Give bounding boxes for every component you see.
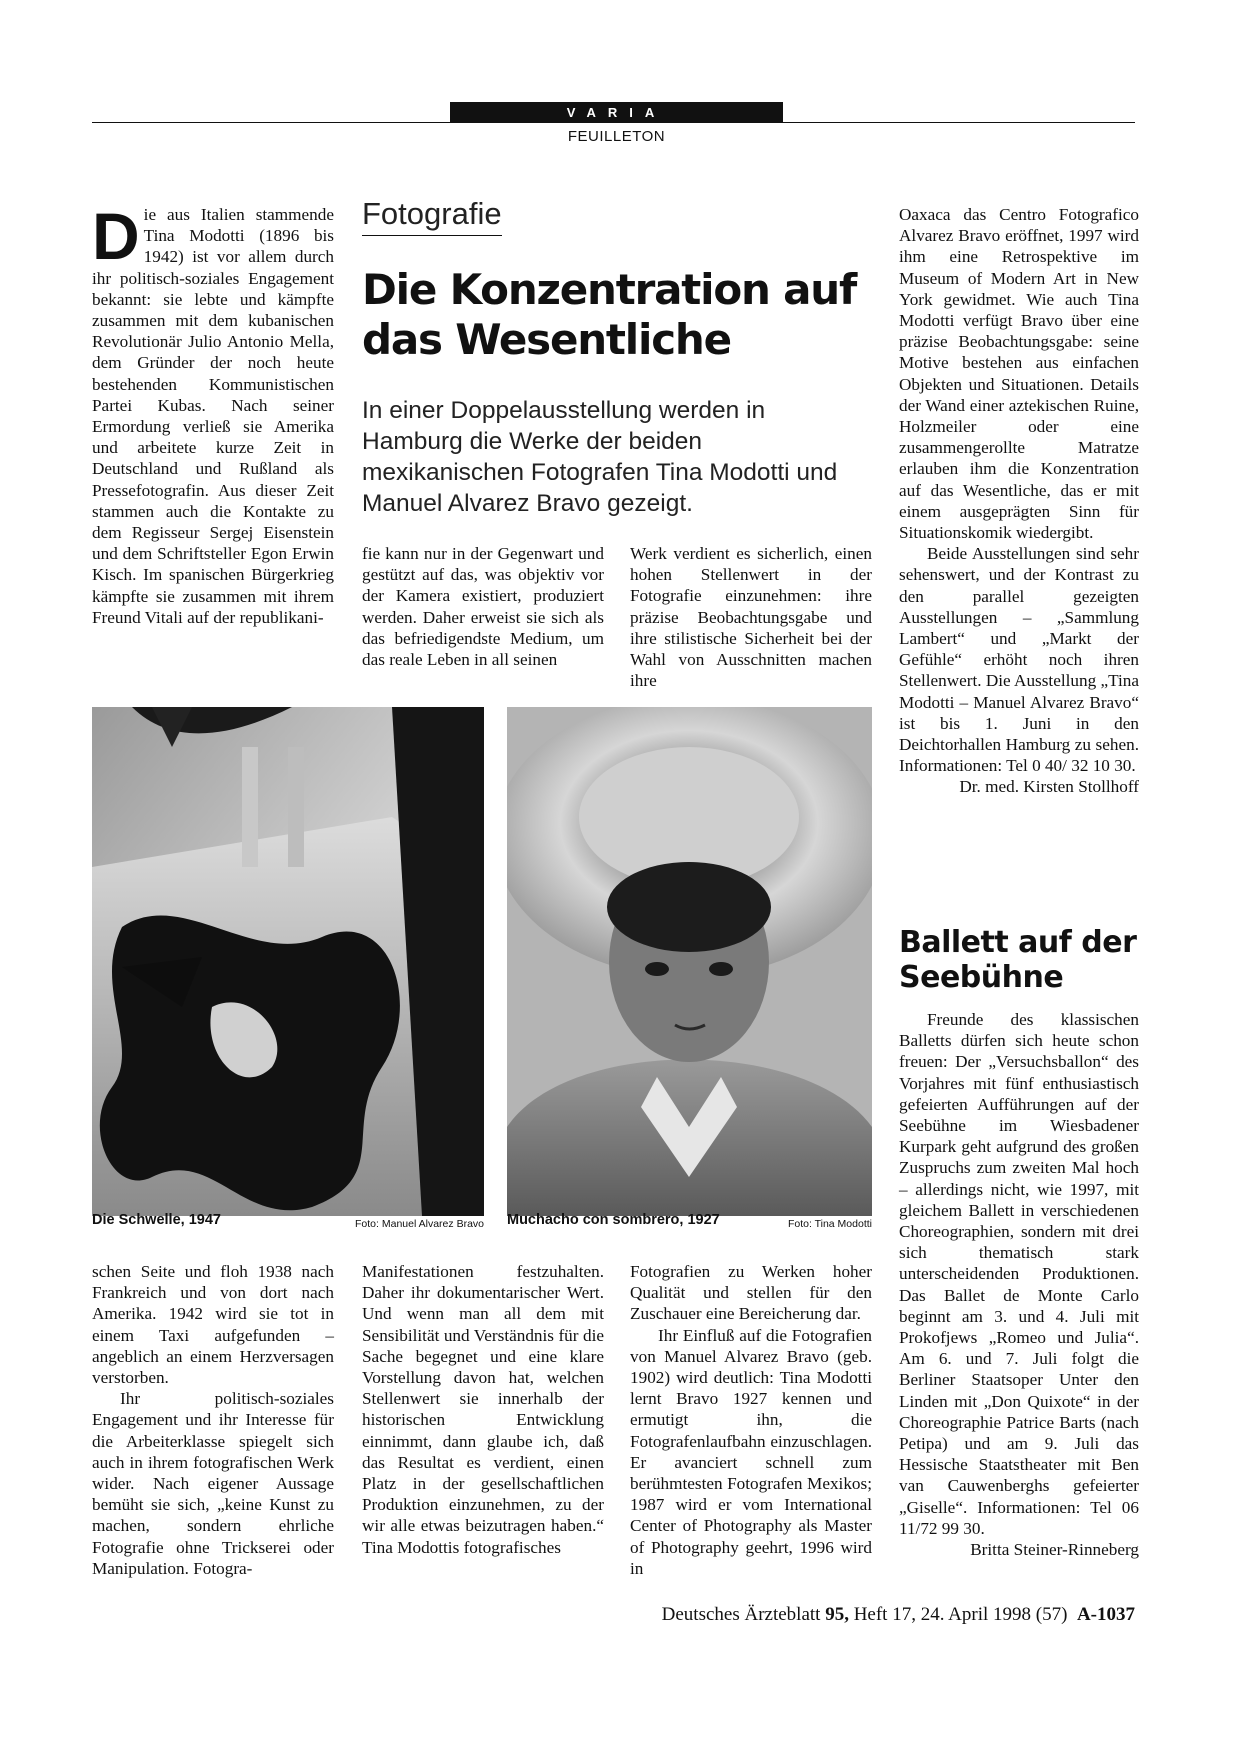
photo-caption: Muchacho con sombrero, 1927 xyxy=(507,1212,720,1228)
column-2-top xyxy=(362,543,604,670)
sidebar-column xyxy=(899,1009,1139,1560)
body-text: Ihr Einfluß auf die Fotografien von Manuel Alvarez Bravo (geb. 1902) wird deutlich: Tina Modotti lernt Bravo 1927 kennen und ermutigt ihn, die Fotografenlaufbahn einzuschlagen. Er avanciert schnell zum berühmtesten Fotografen Mexikos; 1987 wird er vom International Center of Photography als Master of Photography geehrt, 1996 wird in xyxy=(630,1325,872,1578)
column-3-top xyxy=(630,543,872,691)
drop-cap: D xyxy=(92,199,140,273)
body-text: Fotografien zu Werken hoher Qualität und stellen für den Zuschauer eine Bereicherung dar. xyxy=(630,1262,872,1324)
section-label: VARIA xyxy=(450,102,783,123)
photo-threshold-image xyxy=(92,707,484,1216)
sidebar-headline: Ballett auf der Seebühne xyxy=(899,925,1137,995)
photo-credit: Foto: Tina Modotti xyxy=(787,1218,872,1230)
body-text: Manifestationen festzuhalten. Daher ihr dokumentarischer Wert. Und wenn man all dem mit Sensibilität und Verständnis für die Sache begegnet und eine klare Vorstellung davon hat, welchen Stellenwert sie innerhalb der historischen Entwicklung einnimmt, dann glaube ich, daß das Resultat es verdient, einen Platz in der gesellschaftlichen Produktion einzunehmen, zu der wir alle etwas beizutragen haben.“ Tina Modottis fotografisches xyxy=(362,1262,604,1557)
column-1-top xyxy=(92,199,334,628)
body-text: Beide Ausstellungen sind sehr sehenswert, und der Kontrast zu den parallel gezeigten Ausstellungen – „Sammlung Lambert“ und „Markt der Gefühle“ erhöht noch ihren Stellenwert. Die Ausstellung „Tina Modotti – Manuel Alvarez Bravo“ ist bis 1. Juni in den Deichtorhallen Hamburg zu sehen. Informationen: Tel 0 40/ 32 10 30. xyxy=(899,544,1139,776)
article-headline: Die Konzentration auf das Wesentliche xyxy=(362,265,857,364)
body-text: fie kann nur in der Gegenwart und gestützt auf das, was objektiv vor der Kamera existiert, produziert werden. Daher erweist sie sich als das befriedigendste Medium, um das reale Leben in all seinen xyxy=(362,544,604,670)
body-text: Werk verdient es sicherlich, einen hohen Stellenwert in der Fotografie einzunehmen: ihre präzise Beobachtungsgabe und ihre stilistische Sicherheit bei der Wahl von Ausschnitten machen ihre xyxy=(630,544,872,691)
column-1-bottom xyxy=(92,1261,334,1579)
body-text: Ihr politisch-soziales Engagement und ihr Interesse für die Arbeiterklasse spiegelt sich auch in ihrem fotografischen Werk wider. Nach eigener Aussage bemüht sie sich, „keine Kunst zu machen, sondern ehrliche Fotografie ohne Trickserei oder Manipulation. Fotogra- xyxy=(92,1389,334,1578)
page-footer xyxy=(662,1604,1135,1626)
journal-issue: Heft 17, 24. April 1998 (57) xyxy=(853,1604,1068,1625)
body-text: ie aus Italien stammende Tina Modotti (1896 bis 1942) ist vor allem durch ihr politisch-soziales Engagement bekannt: sie lebte und kämpfte zusammen mit dem kubanischen Revolutionär Julio Antonio Mella, dem Gründer der noch heute bestehenden Kommunistischen Partei Kubas. Nach seiner Ermordung verließ sie Amerika und arbeitete kurze Zeit in Deutschland und Rußland als Pressefotografin. Aus dieser Zeit stammen auch die Kontakte zu dem Regisseur Sergej Eisenstein und dem Schriftsteller Egon Erwin Kisch. Im spanischen Bürgerkrieg kämpfte sie zusammen mit ihrem Freund Vitali auf der republikani- xyxy=(92,205,334,627)
photo-boy-image xyxy=(507,707,872,1216)
body-text: Oaxaca das Centro Fotografico Alvarez Bravo eröffnet, 1997 wird ihm eine Retrospektive im Museum of Modern Art in New York gewidmet. Wie auch Tina Modotti verfügt Bravo über eine präzise Beobachtungsgabe: seine Motive bestehen aus einfachen Objekten und Situationen. Details der Wand einer aztekischen Ruine, Holzmeiler oder eine zusammengerollte Matratze erlauben ihm die Konzentration auf das Wesentliche, das er mit einem ausgeprägten Sinn für Situationskomik wiedergibt. xyxy=(899,205,1139,543)
photo-caption: Die Schwelle, 1947 xyxy=(92,1212,221,1228)
photo-die-schwelle xyxy=(92,707,484,1216)
journal-volume: 95, xyxy=(825,1604,849,1625)
body-text: schen Seite und floh 1938 nach Frankreich und von dort nach Amerika. 1942 wird sie tot in einem Taxi aufgefunden – angeblich an einem Herzversagen verstorben. xyxy=(92,1262,334,1388)
body-text: Freunde des klassischen Balletts dürfen sich heute schon freuen: Der „Versuchsballon“ des Vorjahres mit fünf enthusiastisch gefeierten Aufführungen auf der Seebühne im Wiesbadener Kurpark geht aufgrund des großen Zuspruchs zum zweiten Mal hoch – allerdings nicht, wie 1997, mit gleichem Ballett in verschiedenen Choreographien, sondern mit drei sich thematisch stark unterscheidenden Produktionen. Das Ballet de Monte Carlo beginnt am 3. und 4. Juli mit Prokofjews „Romeo und Julia“. Am 6. und 7. Juli folgt die Berliner Staatsoper Unter den Linden mit „Don Quixote“ in der Choreographie Patrice Barts (nach Petipa) und am 9. Juli das Hessische Staatstheater mit Ben van Cauwenberghs gefeierter „Giselle“. Informationen: Tel 06 11/72 99 30. xyxy=(899,1010,1139,1538)
sidebar-author: Britta Steiner-Rinneberg xyxy=(970,1540,1139,1560)
photo-credit: Foto: Manuel Alvarez Bravo xyxy=(355,1218,484,1230)
article-lead: In einer Doppelausstellung werden in Hamburg die Werke der beiden mexikanischen Fotografen Tina Modotti und Manuel Alvarez Bravo gezeigt. xyxy=(362,397,838,517)
article-kicker: Fotografie xyxy=(362,196,502,236)
column-4 xyxy=(899,204,1139,798)
subsection-label: FEUILLETON xyxy=(567,128,666,145)
column-3-bottom xyxy=(630,1261,872,1579)
page-number: A-1037 xyxy=(1076,1604,1135,1625)
journal-name: Deutsches Ärzteblatt xyxy=(661,1604,821,1625)
photo-muchacho-con-sombrero xyxy=(507,707,872,1216)
column-2-bottom xyxy=(362,1261,604,1558)
article-author: Dr. med. Kirsten Stollhoff xyxy=(959,777,1139,797)
